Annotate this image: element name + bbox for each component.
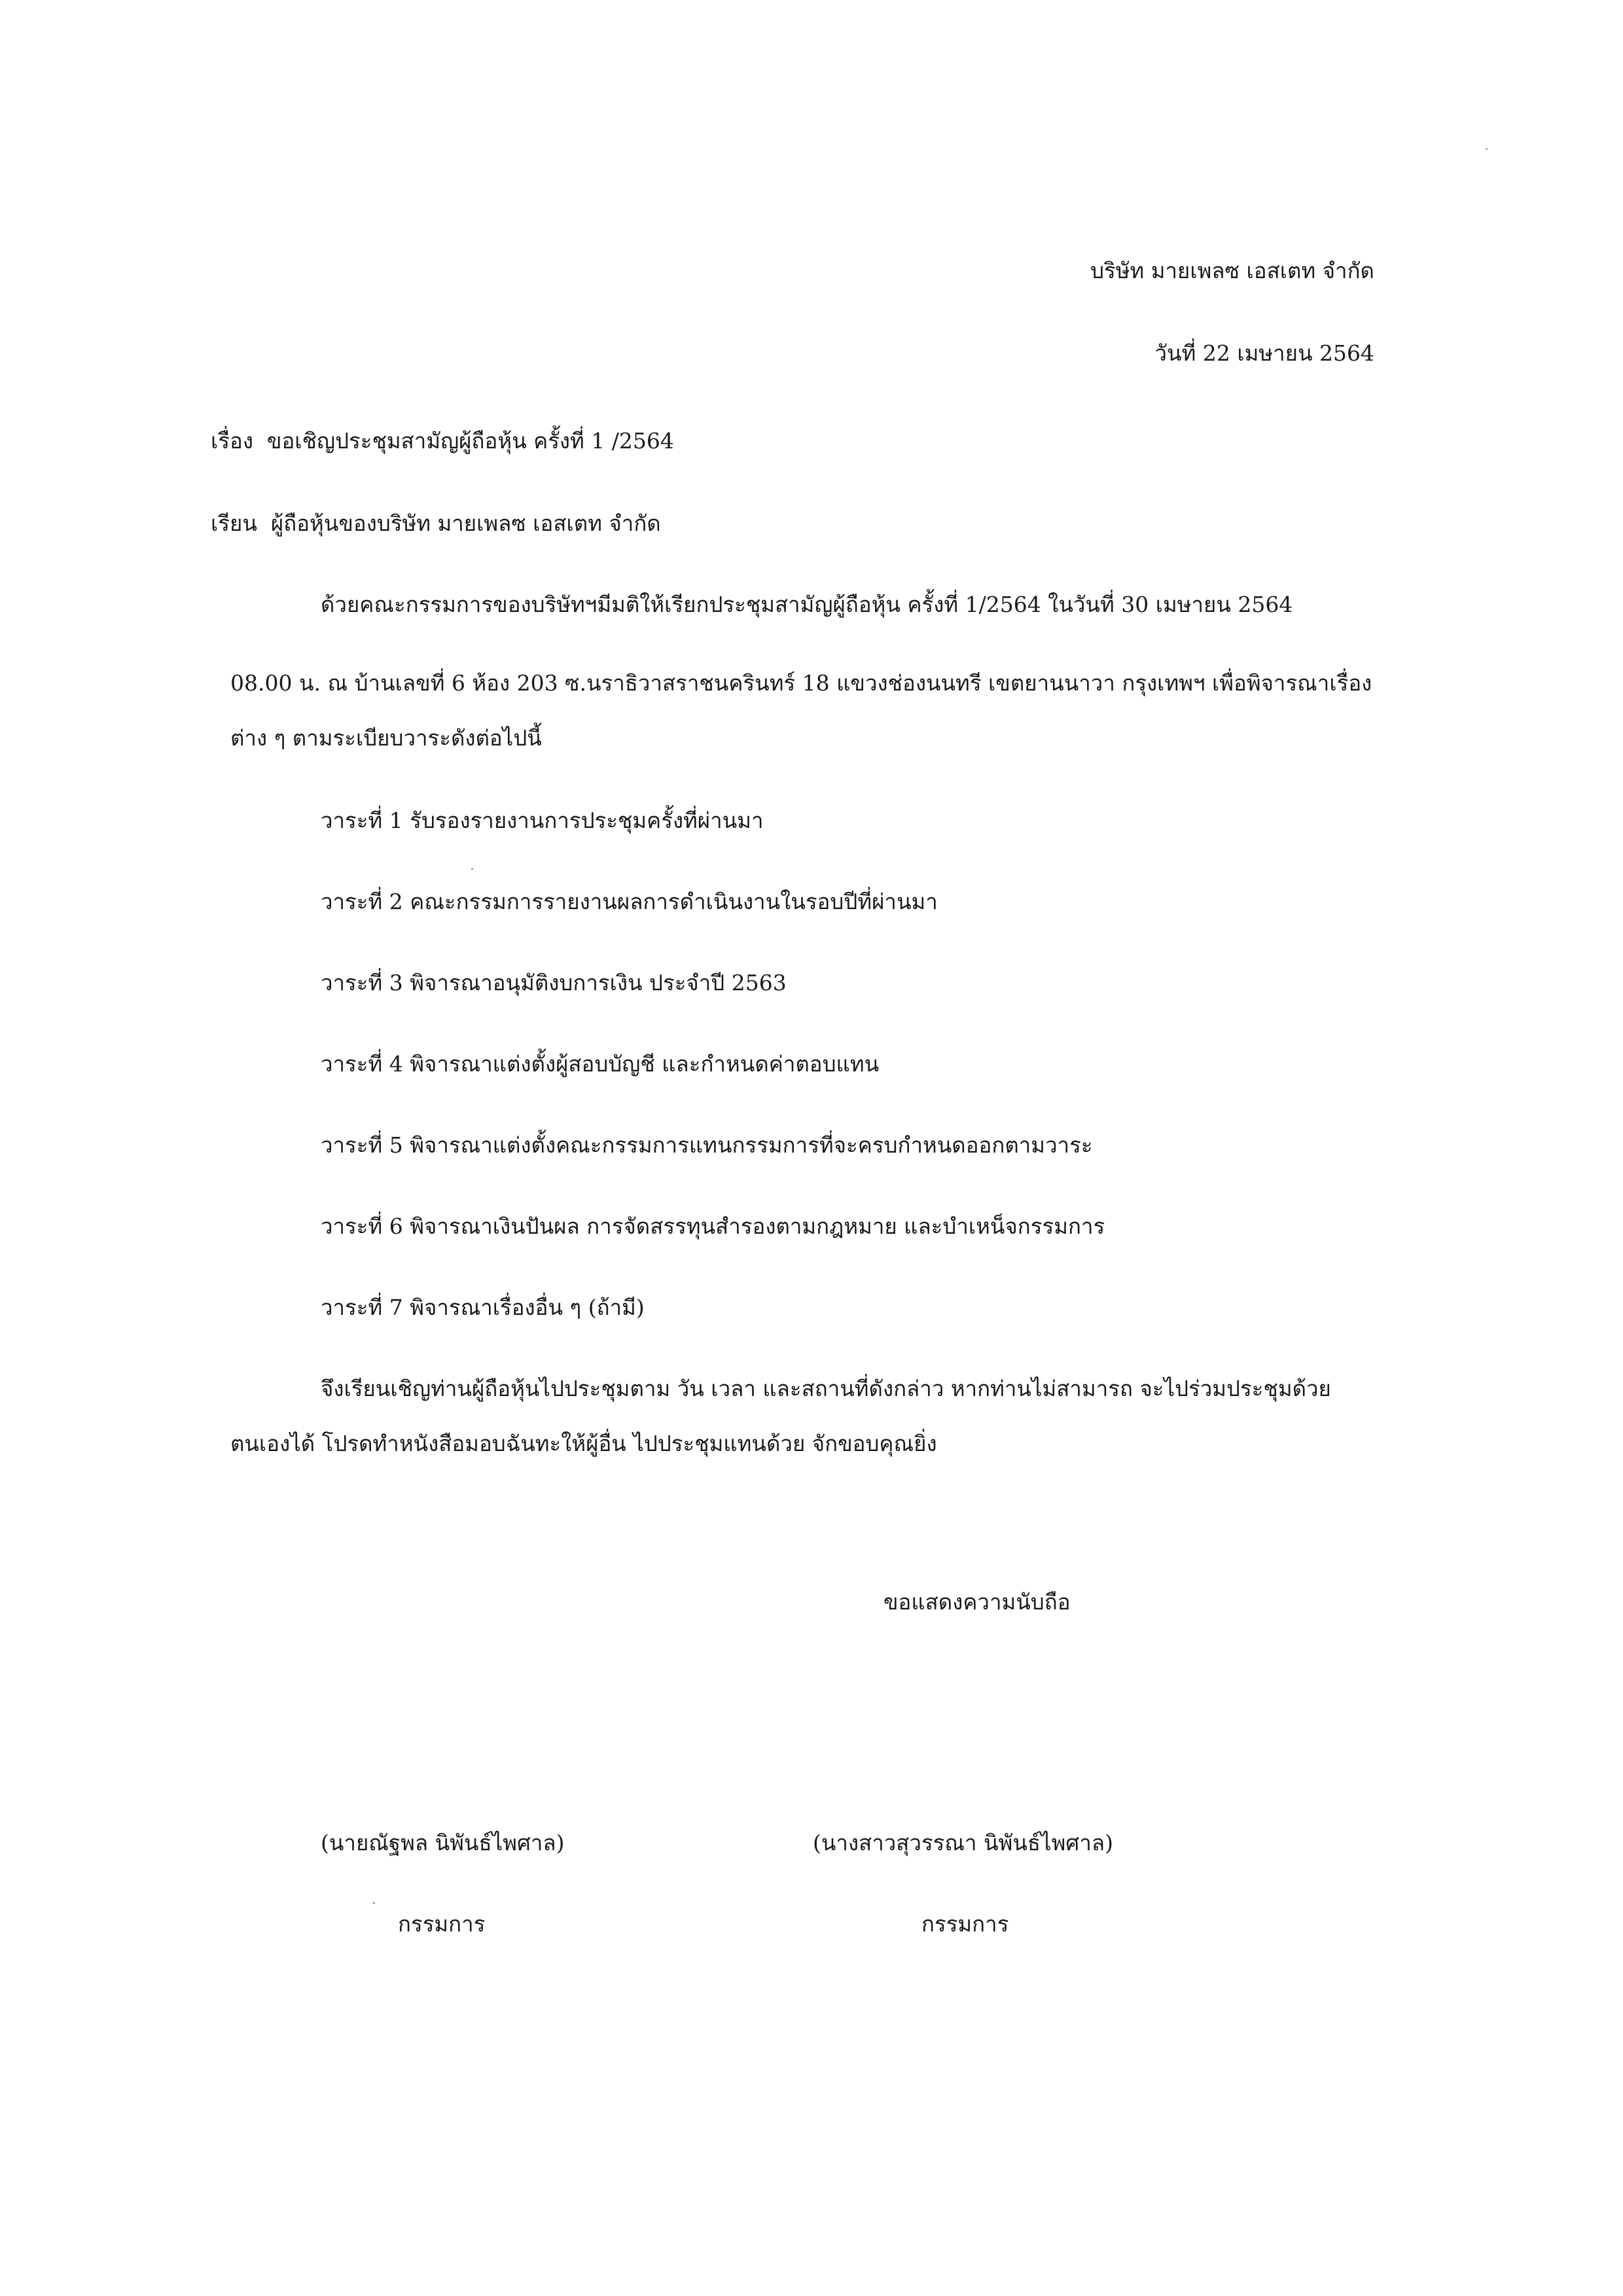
recipient-line [211,509,661,538]
subject-label: เรื่อง [211,428,253,454]
letter-date: วันที่ 22 เมษายน 2564 [1154,340,1374,366]
agenda-item: วาระที่ 3 พิจารณาอนุมัติงบการเงิน ประจำปี 2563 [321,970,787,996]
company-name: บริษัท มายเพลซ เอสเตท จำกัด [1090,258,1374,283]
recipient-label: เรียน [211,511,257,536]
agenda-item: วาระที่ 5 พิจารณาแต่งตั้งคณะกรรมการแทนกรรมการที่จะครบกำหนดออกตามวาระ [321,1132,1093,1158]
body-paragraph-1-line-2: 08.00 น. ณ บ้านเลขที่ 6 ห้อง 203 ซ.นราธิวาสราชนครินทร์ 18 แขวงช่องนนทรี เขตยานนาวา กรุงเทพฯ เพื่อพิจารณาเรื่อง [230,670,1372,696]
scan-speck [373,1902,375,1904]
body-paragraph-2-line-2: ตนเองได้ โปรดทำหนังสือมอบฉันทะให้ผู้อื่น ไปประชุมแทนด้วย จักขอบคุณยิ่ง [230,1431,937,1456]
scan-speck [471,868,473,870]
agenda-item: วาระที่ 2 คณะกรรมการรายงานผลการดำเนินงานในรอบปีที่ผ่านมา [321,889,938,914]
signatory-title-right: กรรมการ [921,1911,1009,1937]
body-paragraph-2-line-1: จึงเรียนเชิญท่านผู้ถือหุ้นไปประชุมตาม วัน เวลา และสถานที่ดังกล่าว หากท่านไม่สามารถ จะไปร่วมประชุมด้วย [321,1376,1331,1401]
signatory-title-left: กรรมการ [398,1911,486,1937]
agenda-item: วาระที่ 6 พิจารณาเงินปันผล การจัดสรรทุนสำรองตามกฎหมาย และบำเหน็จกรรมการ [321,1213,1105,1239]
agenda-item: วาระที่ 7 พิจารณาเรื่องอื่น ๆ (ถ้ามี) [321,1295,645,1320]
agenda-item: วาระที่ 1 รับรองรายงานการประชุมครั้งที่ผ่านมา [321,808,764,833]
subject-line [211,427,674,456]
recipient-text: ผู้ถือหุ้นของบริษัท มายเพลซ เอสเตท จำกัด [270,511,661,536]
signatory-name-left: (นายณัฐพล นิพันธ์ไพศาล) [321,1830,565,1856]
subject-text: ขอเชิญประชุมสามัญผู้ถือหุ้น ครั้งที่ 1 /2564 [266,428,674,454]
scan-speck [1486,148,1488,150]
agenda-item: วาระที่ 4 พิจารณาแต่งตั้งผู้สอบบัญชี และกำหนดค่าตอบแทน [321,1051,880,1077]
body-paragraph-1-line-3: ต่าง ๆ ตามระเบียบวาระดังต่อไปนี้ [230,725,542,751]
body-paragraph-1-line-1: ด้วยคณะกรรมการของบริษัทฯมีมติให้เรียกประชุมสามัญผู้ถือหุ้น ครั้งที่ 1/2564 ในวันที่ 30 เมษายน 2564 [321,592,1293,617]
closing-salutation: ขอแสดงความนับถือ [883,1589,1071,1615]
signatory-name-right: (นางสาวสุวรรณา นิพันธ์ไพศาล) [813,1830,1113,1856]
